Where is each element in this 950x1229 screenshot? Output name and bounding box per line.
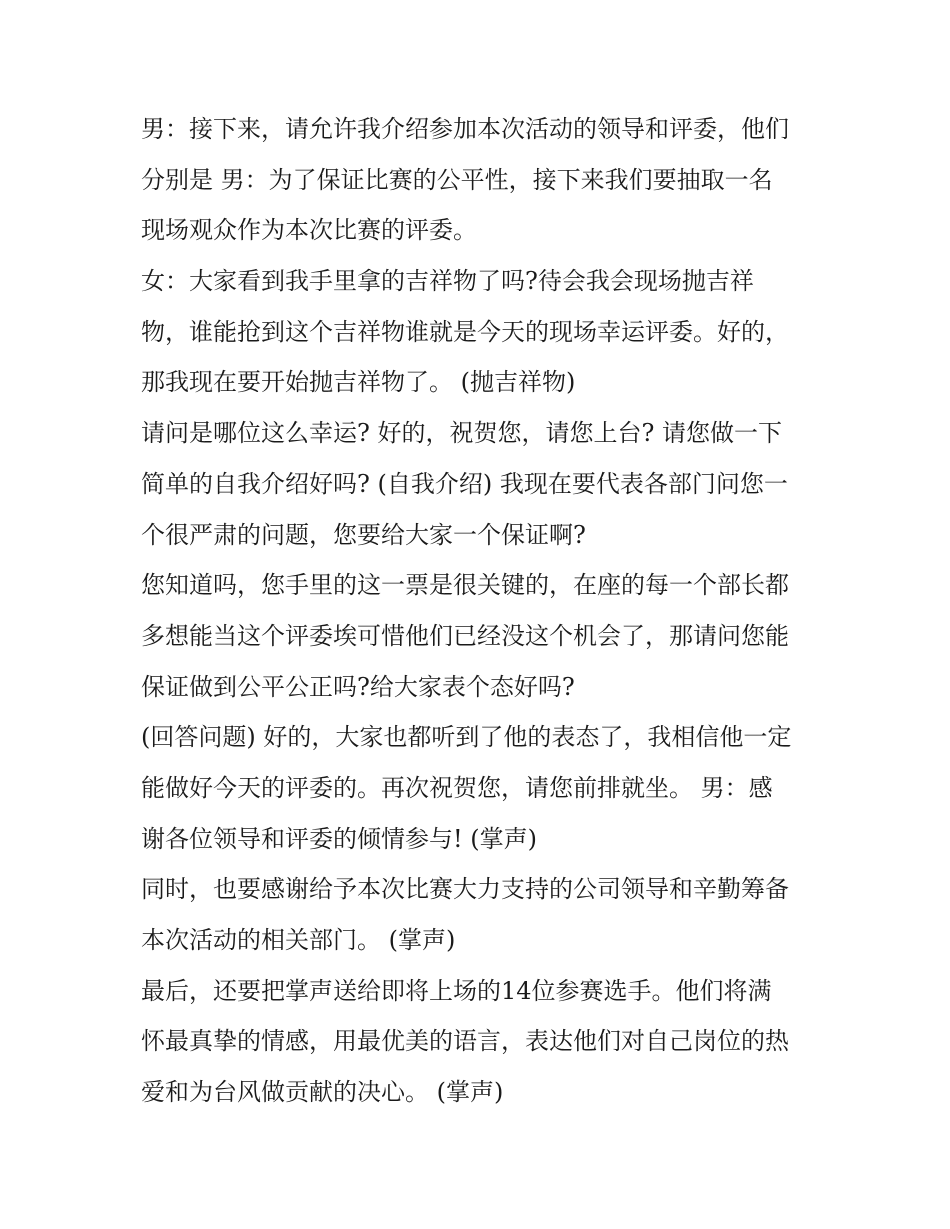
text-line: 女：大家看到我手里拿的吉祥物了吗?待会我会现场抛吉祥 bbox=[141, 267, 754, 296]
document-body bbox=[141, 104, 821, 1118]
text-line: 物，谁能抢到这个吉祥物谁就是今天的现场幸运评委。好的， bbox=[141, 317, 789, 346]
text-line: 保证做到公平公正吗?给大家表个态好吗? bbox=[141, 672, 575, 701]
text-line: 现场观众作为本次比赛的评委。 bbox=[141, 216, 477, 245]
text-line: 怀最真挚的情感，用最优美的语言，表达他们对自己岗位的热 bbox=[141, 1027, 789, 1056]
text-line: 分别是 男：为了保证比赛的公平性，接下来我们要抽取一名 bbox=[141, 165, 773, 194]
text-line: 简单的自我介绍好吗? (自我介绍) 我现在要代表各部门问您一 bbox=[141, 469, 788, 498]
text-line: 能做好今天的评委的。再次祝贺您，请您前排就坐。 男：感 bbox=[141, 773, 773, 802]
text-line: 您知道吗，您手里的这一票是很关键的，在座的每一个部长都 bbox=[141, 571, 789, 600]
text-line: 本次活动的相关部门。 (掌声) bbox=[141, 926, 456, 954]
text-line: 谢各位领导和评委的倾情参与! (掌声) bbox=[141, 824, 537, 853]
text-line: 男：接下来，请允许我介绍参加本次活动的领导和评委，他们 bbox=[141, 115, 789, 143]
text-line: 请问是哪位这么幸运? 好的，祝贺您，请您上台? 请您做一下 bbox=[141, 419, 782, 448]
text-line: 同时，也要感谢给予本次比赛大力支持的公司领导和辛勤筹备 bbox=[141, 875, 789, 904]
text-line: (回答问题) 好的，大家也都听到了他的表态了，我相信他一定 bbox=[141, 723, 792, 752]
text-line: 多想能当这个评委埃可惜他们已经没这个机会了，那请问您能 bbox=[141, 621, 789, 650]
text-line: 那我现在要开始抛吉祥物了。 (抛吉祥物) bbox=[141, 368, 576, 397]
text-line: 爱和为台风做贡献的决心。 (掌声) bbox=[141, 1078, 504, 1107]
text-line: 最后，还要把掌声送给即将上场的14位参赛选手。他们将满 bbox=[141, 976, 772, 1005]
text-line: 个很严肃的问题，您要给大家一个保证啊? bbox=[141, 520, 586, 549]
